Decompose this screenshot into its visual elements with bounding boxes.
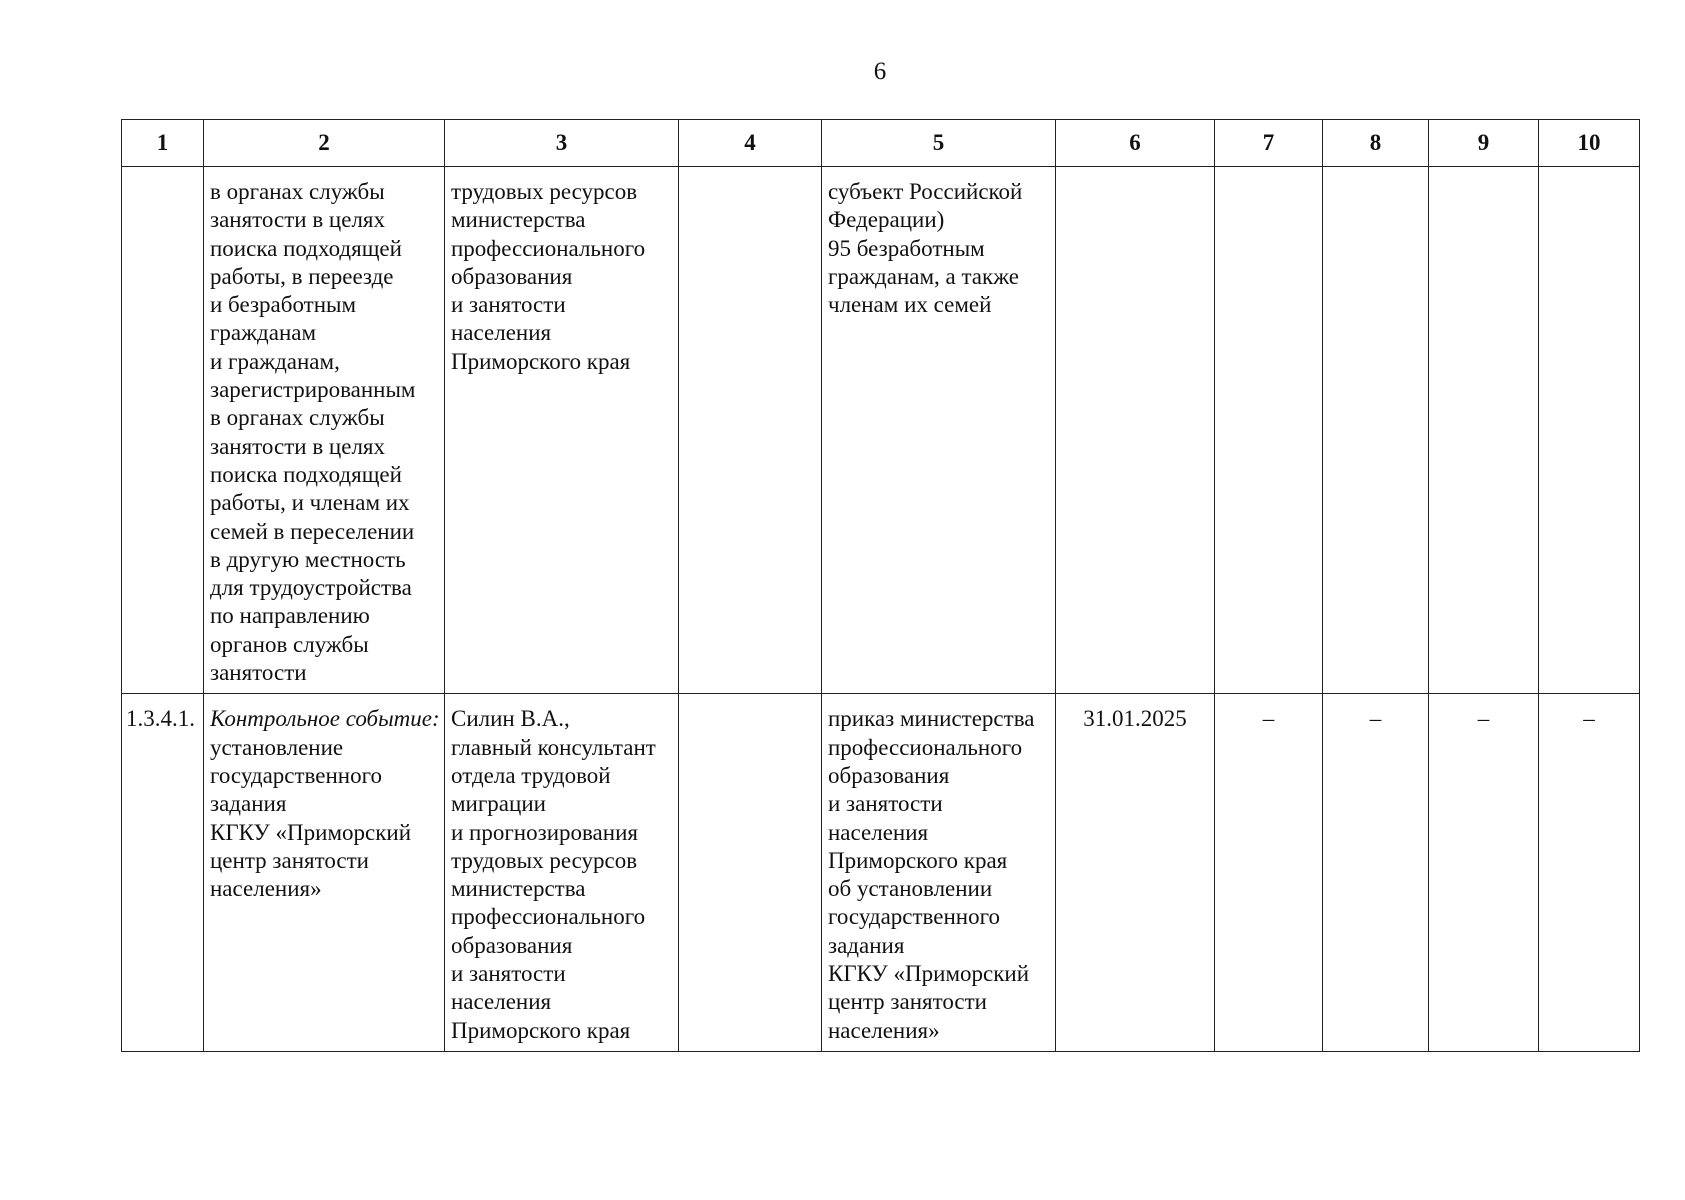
cell-col4 bbox=[679, 167, 822, 694]
cell-text-line: государственного bbox=[828, 904, 1000, 930]
cell-text-line: главный консультант bbox=[451, 734, 656, 760]
column-header: 8 bbox=[1323, 120, 1429, 167]
cell-event bbox=[204, 167, 445, 694]
cell-text-line: и гражданам, bbox=[210, 348, 340, 374]
cell-text-line: – bbox=[1369, 706, 1382, 732]
cell-date bbox=[1056, 167, 1215, 694]
cell-text-line: – bbox=[1262, 706, 1275, 732]
cell-text-line: работы, и членам их bbox=[210, 490, 410, 516]
cell-text-line: об установлении bbox=[828, 876, 993, 902]
cell-text-line: 1.3.4.1. bbox=[126, 706, 195, 732]
cell-text-line: государственного bbox=[210, 762, 382, 788]
cell-text-line: – bbox=[1583, 706, 1595, 732]
column-header: 6 bbox=[1056, 120, 1215, 167]
cell-text-line: и безработным bbox=[210, 292, 357, 318]
cell-text-line: органов службы bbox=[210, 631, 369, 657]
cell-text-line: профессионального bbox=[451, 904, 646, 930]
cell-col10 bbox=[1539, 167, 1640, 694]
cell-text-line: отдела трудовой bbox=[451, 762, 611, 788]
cell-col8 bbox=[1323, 694, 1429, 1052]
cell-text-line: 31.01.2025 bbox=[1083, 706, 1187, 732]
cell-text-line: для трудоустройства bbox=[210, 575, 412, 601]
cell-text-line: задания bbox=[210, 791, 287, 817]
cell-result bbox=[822, 694, 1056, 1052]
cell-text-line: в другую местность bbox=[210, 546, 406, 572]
cell-text-line: Приморского края bbox=[828, 847, 1008, 873]
cell-text-line: 95 безработным bbox=[828, 235, 985, 261]
cell-text-line: и занятости bbox=[451, 961, 566, 987]
cell-col7 bbox=[1215, 167, 1323, 694]
cell-result bbox=[822, 167, 1056, 694]
cell-text-line: Федерации) bbox=[828, 207, 945, 233]
column-header: 7 bbox=[1215, 120, 1323, 167]
cell-text-line: центр занятости bbox=[828, 989, 987, 1015]
cell-text-line: образования bbox=[828, 762, 950, 788]
cell-text-line: занятости bbox=[210, 660, 307, 686]
cell-text-line: приказ министерства bbox=[828, 706, 1035, 732]
cell-text-line: министерства bbox=[451, 207, 586, 233]
control-event-label: Контрольное событие: bbox=[210, 706, 440, 732]
column-header: 4 bbox=[679, 120, 822, 167]
cell-col7 bbox=[1215, 694, 1323, 1052]
cell-text-line: гражданам bbox=[210, 320, 317, 346]
cell-text-line: образования bbox=[451, 932, 573, 958]
cell-responsible bbox=[445, 694, 679, 1052]
cell-text-line: поиска подходящей bbox=[210, 461, 402, 487]
cell-text-line: трудовых ресурсов bbox=[451, 847, 638, 873]
column-header: 2 bbox=[204, 120, 445, 167]
column-header: 1 bbox=[122, 120, 204, 167]
cell-text-line: населения bbox=[451, 989, 552, 1015]
cell-text-line: населения bbox=[828, 819, 929, 845]
cell-text-line: профессионального bbox=[451, 235, 646, 261]
cell-text-line: и прогнозирования bbox=[451, 819, 638, 845]
cell-text-line: населения» bbox=[210, 876, 322, 902]
cell-col8 bbox=[1323, 167, 1429, 694]
plan-table bbox=[121, 119, 1640, 1052]
cell-text-line: субъект Российской bbox=[828, 179, 1023, 204]
cell-text-line: в органах службы bbox=[210, 405, 385, 431]
cell-col9 bbox=[1429, 694, 1539, 1052]
cell-text-line: населения bbox=[451, 320, 552, 346]
cell-text-line: миграции bbox=[451, 791, 546, 817]
cell-text-line: по направлению bbox=[210, 603, 370, 629]
cell-text-line: министерства bbox=[451, 876, 586, 902]
page-number: 6 bbox=[873, 58, 887, 85]
cell-text-line: трудовых ресурсов bbox=[451, 179, 638, 204]
cell-text-line: и занятости bbox=[451, 292, 566, 318]
cell-text-line: гражданам, а также bbox=[828, 263, 1019, 289]
cell-col4 bbox=[679, 694, 822, 1052]
cell-text-line: населения» bbox=[828, 1017, 940, 1043]
cell-responsible bbox=[445, 167, 679, 694]
cell-text-line: установление bbox=[210, 734, 344, 760]
cell-text-line: занятости в целях bbox=[210, 207, 386, 233]
cell-text-line: задания bbox=[828, 932, 905, 958]
cell-date bbox=[1056, 694, 1215, 1052]
cell-number bbox=[122, 167, 204, 694]
table-row bbox=[122, 694, 1640, 1052]
column-header: 10 bbox=[1539, 120, 1640, 167]
cell-text-line: центр занятости bbox=[210, 847, 369, 873]
table-row bbox=[122, 167, 1640, 694]
cell-text-line: КГКУ «Приморский bbox=[828, 961, 1030, 987]
cell-text-line: Силин В.А., bbox=[451, 706, 570, 732]
cell-text-line: Приморского края bbox=[451, 348, 631, 374]
cell-text-line: семей в переселении bbox=[210, 518, 415, 544]
table-header-row bbox=[122, 120, 1640, 167]
column-header: 5 bbox=[822, 120, 1056, 167]
cell-text-line: зарегистрированным bbox=[210, 377, 416, 403]
cell-text-line: – bbox=[1477, 706, 1490, 732]
cell-text-line: в органах службы bbox=[210, 179, 385, 204]
cell-text-line: поиска подходящей bbox=[210, 235, 402, 261]
column-header: 3 bbox=[445, 120, 679, 167]
cell-event bbox=[204, 694, 445, 1052]
cell-text-line: профессионального bbox=[828, 734, 1023, 760]
cell-col10 bbox=[1539, 694, 1640, 1052]
cell-text-line: КГКУ «Приморский bbox=[210, 819, 412, 845]
cell-number bbox=[122, 694, 204, 1052]
cell-text-line: и занятости bbox=[828, 791, 943, 817]
cell-text-line: Приморского края bbox=[451, 1017, 631, 1043]
cell-text-line: занятости в целях bbox=[210, 433, 386, 459]
cell-text-line: образования bbox=[451, 263, 573, 289]
cell-col9 bbox=[1429, 167, 1539, 694]
cell-text-line: работы, в переезде bbox=[210, 263, 394, 289]
cell-text-line: членам их семей bbox=[828, 292, 992, 318]
column-header: 9 bbox=[1429, 120, 1539, 167]
